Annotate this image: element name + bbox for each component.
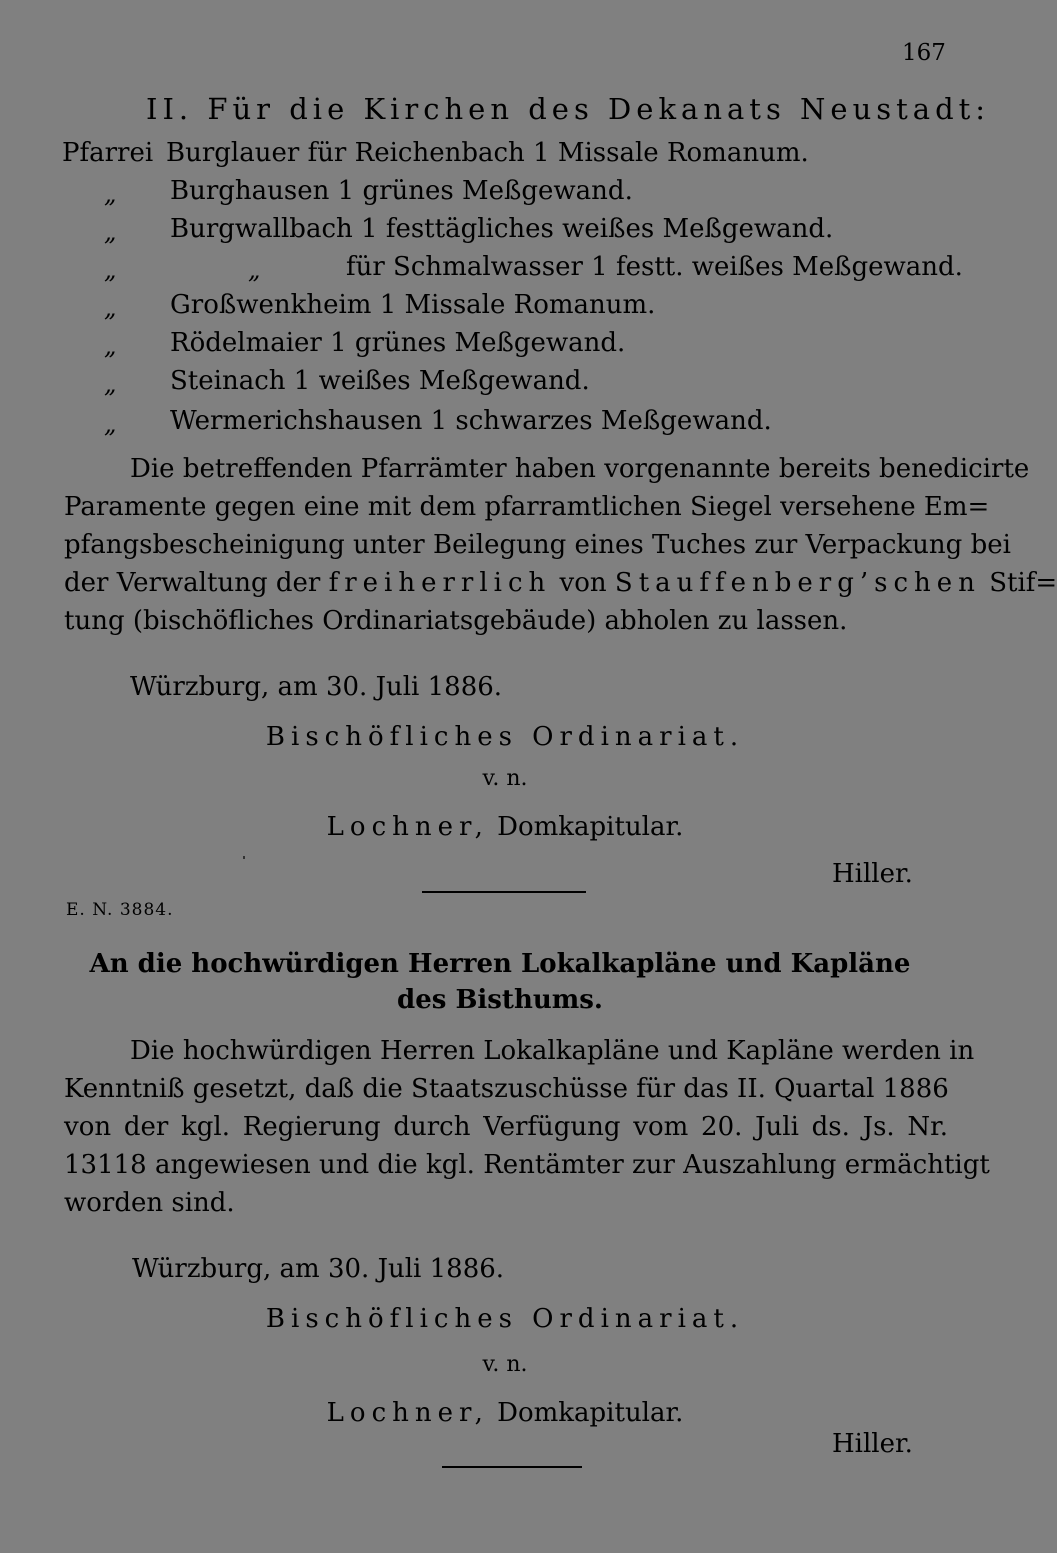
list-item: Wermerichshausen 1 schwarzes Meßgewand. bbox=[170, 406, 772, 436]
paragraph-line: Paramente gegen eine mit dem pfarramtlichen Siegel versehene Em= bbox=[64, 492, 990, 522]
paragraph-line: von der kgl. Regierung durch Verfügung vom 20. Juli ds. Js. Nr. bbox=[64, 1112, 948, 1142]
list-item: Rödelmaier 1 grünes Meßgewand. bbox=[170, 328, 626, 358]
paragraph bbox=[64, 450, 1057, 640]
title-line: An die hochwürdigen Herren Lokalkapläne und Kapläne bbox=[89, 949, 911, 979]
notice-title bbox=[60, 946, 940, 1018]
vn-mark: v. n. bbox=[482, 766, 528, 791]
list-item: Großwenkheim 1 Missale Romanum. bbox=[170, 290, 656, 320]
signer bbox=[200, 808, 810, 846]
paragraph-line: worden sind. bbox=[64, 1188, 235, 1218]
signer-title: Domkapitular. bbox=[497, 1398, 684, 1428]
title-line: des Bisthums. bbox=[397, 985, 603, 1015]
paragraph-line: Kenntniß gesetzt, daß die Staatszuschüsse für das II. Quartal 1886 bbox=[64, 1074, 949, 1104]
vn-mark: v. n. bbox=[482, 1352, 528, 1377]
paragraph bbox=[64, 1032, 990, 1222]
reference-number: E. N. 3884. bbox=[66, 900, 174, 920]
paragraph-line: Die betreffenden Pfarrämter haben vorgenannte bereits benedicirte bbox=[130, 454, 1030, 484]
paragraph-line: pfangsbescheinigung unter Beilegung eines Tuches zur Verpackung bei bbox=[64, 530, 1011, 560]
signer-name: Lochner, bbox=[326, 812, 489, 842]
print-speck bbox=[243, 856, 245, 859]
authority-name: Bischöfliches Ordinariat. bbox=[265, 1304, 745, 1334]
list-item: Burghausen 1 grünes Meßgewand. bbox=[170, 176, 633, 206]
signer-title: Domkapitular. bbox=[497, 812, 684, 842]
text-run: Stif= bbox=[989, 568, 1057, 598]
place-date: Würzburg, am 30. Juli 1886. bbox=[130, 672, 503, 702]
countersignature: Hiller. bbox=[832, 859, 913, 889]
emphasized-text: Stauffenberg’schen bbox=[614, 568, 981, 598]
ditto-mark: „ bbox=[104, 218, 117, 246]
section-divider bbox=[442, 1466, 582, 1468]
list-item-prefix: Pfarrei bbox=[62, 138, 154, 168]
page-number: 167 bbox=[902, 40, 946, 66]
list-item: für Schmalwasser 1 festt. weißes Meßgewand. bbox=[346, 252, 963, 282]
ditto-mark: „ bbox=[104, 410, 117, 438]
authority-name: Bischöfliches Ordinariat. bbox=[265, 722, 745, 752]
list-item: Burgwallbach 1 festtägliches weißes Meßgewand. bbox=[170, 214, 834, 244]
paragraph-line: tung (bischöfliches Ordinariatsgebäude) abholen zu lassen. bbox=[64, 606, 848, 636]
section-divider bbox=[422, 891, 586, 893]
ditto-mark: „ bbox=[104, 370, 117, 398]
ditto-mark: „ bbox=[104, 332, 117, 360]
countersignature: Hiller. bbox=[832, 1429, 913, 1459]
ditto-mark: „ bbox=[248, 256, 261, 284]
ditto-mark: „ bbox=[104, 294, 117, 322]
emphasized-text: freiherrlich bbox=[328, 568, 552, 598]
paragraph-line bbox=[64, 564, 1057, 602]
ditto-mark: „ bbox=[104, 256, 117, 284]
list-item: Steinach 1 weißes Meßgewand. bbox=[170, 366, 590, 396]
signer-name: Lochner, bbox=[326, 1398, 489, 1428]
text-run: von bbox=[559, 568, 607, 598]
ditto-mark: „ bbox=[104, 180, 117, 208]
paragraph-line: Die hochwürdigen Herren Lokalkapläne und Kapläne werden in bbox=[130, 1036, 975, 1066]
signer bbox=[200, 1394, 810, 1432]
section-heading: II. Für die Kirchen des Dekanats Neustadt: bbox=[146, 92, 991, 126]
list-item: Burglauer für Reichenbach 1 Missale Romanum. bbox=[166, 138, 809, 168]
place-date: Würzburg, am 30. Juli 1886. bbox=[132, 1254, 505, 1284]
paragraph-line: 13118 angewiesen und die kgl. Rentämter zur Auszahlung ermächtigt bbox=[64, 1150, 990, 1180]
text-run: der Verwaltung der bbox=[64, 568, 321, 598]
